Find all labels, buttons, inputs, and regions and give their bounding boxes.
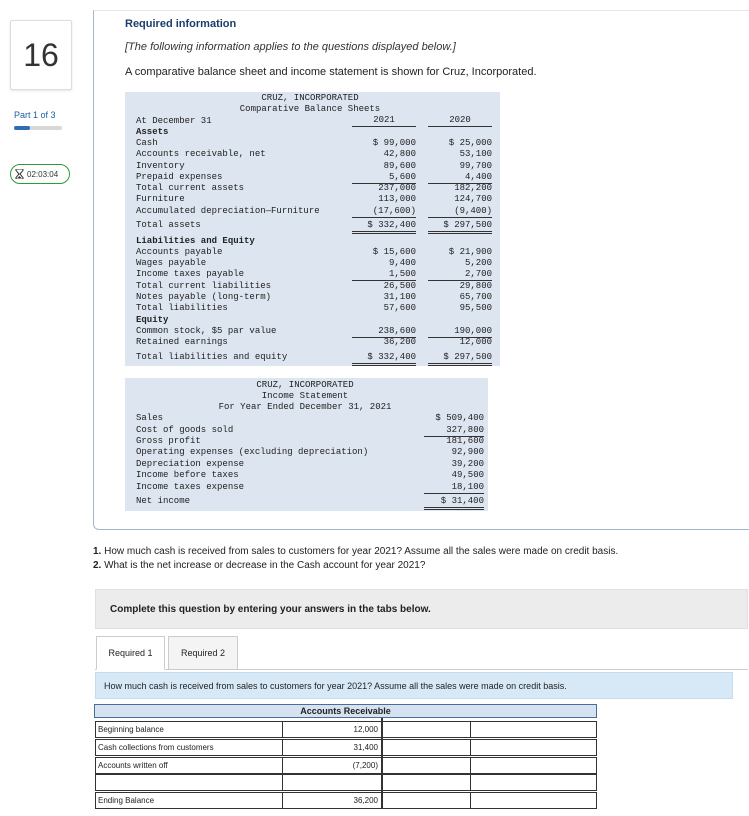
bs-row-label: Assets [136, 127, 169, 137]
bs-row-2020: 5,200 [464, 258, 492, 268]
tab-required-2-label: Required 2 [180, 648, 226, 658]
t-account-label: Cash collections from customers [95, 739, 283, 756]
bs-row-2021: (17,600) [352, 206, 416, 218]
bs-row-2021: 89,600 [383, 161, 416, 171]
tab-required-1-label: Required 1 [108, 648, 153, 658]
bs-row-label: Total current liabilities [136, 281, 272, 291]
bs-row-2021: 237,000 [378, 183, 416, 193]
question-number-box [10, 20, 72, 90]
is-company: CRUZ, INCORPORATED [256, 380, 354, 390]
is-row-value: 327,800 [424, 425, 484, 437]
question-1 [93, 545, 618, 559]
timer-text: 02:03:04 [27, 169, 59, 179]
bs-row-label: Common stock, $5 par value [136, 326, 277, 336]
tab-required-1[interactable] [96, 636, 165, 670]
question-1-num: 1. [93, 546, 102, 557]
bs-row-label: Wages payable [136, 258, 207, 268]
tab-required-2[interactable] [168, 636, 238, 670]
question-1-text: How much cash is received from sales to customers for year 2021? Assume all the sales were made on credit basis. [101, 546, 619, 557]
t-account-credit-box[interactable] [381, 792, 471, 809]
is-row-value: 39,200 [451, 459, 484, 469]
t-account-label: Accounts written off [95, 757, 283, 774]
bs-row-label: Furniture [136, 194, 185, 204]
bs-row-2021: 36,200 [383, 337, 416, 347]
t-account-label: Ending Balance [95, 792, 283, 809]
t-account-value[interactable]: 12,000 [283, 721, 381, 738]
part-current: 1 [33, 110, 39, 120]
t-account-divider [381, 718, 383, 808]
prompt-text: How much cash is received from sales to customers for year 2021? Assume all the sales were made on credit basis. [95, 672, 733, 699]
is-row-value: 181,600 [446, 436, 484, 446]
t-account-credit-box[interactable] [381, 757, 471, 774]
t-account-credit-box[interactable] [381, 774, 471, 791]
bs-row-2020: 53,100 [459, 149, 492, 159]
t-account-credit-box[interactable] [381, 721, 471, 738]
bs-row-2020: $ 297,500 [428, 220, 492, 234]
bs-row-2021: 1,500 [352, 269, 416, 281]
bs-row-2020: 190,000 [428, 326, 492, 338]
is-title: Income Statement [261, 391, 349, 401]
is-row-value: $ 509,400 [435, 413, 484, 423]
t-account-label: Beginning balance [95, 721, 283, 738]
bs-row-2020: 29,800 [459, 281, 492, 291]
bs-row-label: Accounts payable [136, 247, 223, 257]
bs-row-label: Total liabilities and equity [136, 352, 288, 362]
bs-row-2020: 4,400 [428, 172, 492, 184]
bs-date-label: At December 31 [136, 116, 212, 126]
is-row-label: Net income [136, 496, 191, 506]
t-account-credit-box[interactable] [381, 739, 471, 756]
bs-row-2020: 65,700 [459, 292, 492, 302]
is-period: For Year Ended December 31, 2021 [218, 402, 392, 412]
bs-row-2020: 95,500 [459, 303, 492, 313]
bs-row-2020: $ 21,900 [448, 247, 492, 257]
questions [93, 545, 618, 573]
t-account-value[interactable] [283, 774, 381, 791]
is-row-value: 92,900 [451, 447, 484, 457]
question-2-num: 2. [93, 560, 102, 571]
is-row-label: Operating expenses (excluding depreciation) [136, 447, 369, 457]
bs-row-label: Accumulated depreciation—Furniture [136, 206, 320, 216]
complete-banner: Complete this question by entering your answers in the tabs below. [95, 589, 748, 629]
t-account-title: Accounts Receivable [94, 704, 597, 718]
bs-row-2020: 2,700 [428, 269, 492, 281]
hourglass-icon [15, 169, 24, 179]
bs-title: Comparative Balance Sheets [239, 104, 381, 114]
is-row-label: Income taxes expense [136, 482, 245, 492]
required-info-title: Required information [125, 18, 237, 30]
question-2-text: What is the net increase or decrease in the Cash account for year 2021? [101, 560, 426, 571]
bs-row-label: Cash [136, 138, 158, 148]
bs-row-2021: $ 99,000 [372, 138, 416, 148]
bs-company: CRUZ, INCORPORATED [261, 93, 359, 103]
bs-row-2021: 31,100 [383, 292, 416, 302]
part-progress-fill [14, 126, 30, 130]
is-row-label: Sales [136, 413, 164, 423]
is-row-value: 18,100 [424, 482, 484, 494]
part-progress-bar [14, 126, 62, 130]
is-row-value: $ 31,400 [424, 496, 484, 510]
bs-row-2020: 12,000 [459, 337, 492, 347]
bs-row-2020: (9,400) [428, 206, 492, 218]
timer[interactable] [10, 164, 70, 184]
part-indicator [14, 110, 56, 120]
bs-row-2021: 113,000 [378, 194, 416, 204]
bs-year-2021: 2021 [352, 115, 416, 127]
bs-row-2021: 5,600 [352, 172, 416, 184]
bs-row-2020: 99,700 [459, 161, 492, 171]
t-account-value[interactable]: 31,400 [283, 739, 381, 756]
bs-row-2020: 182,200 [454, 183, 492, 193]
is-row-label: Gross profit [136, 436, 201, 446]
bs-year-2020: 2020 [428, 115, 492, 127]
is-row-label: Cost of goods sold [136, 425, 234, 435]
applies-note: [The following information applies to the questions displayed below.] [125, 41, 456, 53]
question-2 [93, 559, 618, 573]
bs-row-label: Prepaid expenses [136, 172, 223, 182]
is-row-label: Depreciation expense [136, 459, 245, 469]
bs-row-2021: 57,600 [383, 303, 416, 313]
is-row-label: Income before taxes [136, 470, 239, 480]
bs-row-2020: 124,700 [454, 194, 492, 204]
t-account [94, 704, 597, 808]
bs-row-2021: $ 332,400 [352, 352, 416, 366]
bs-row-label: Notes payable (long-term) [136, 292, 272, 302]
question-number: 16 [23, 36, 59, 73]
bs-row-2021: 26,500 [383, 281, 416, 291]
bs-row-2021: $ 332,400 [352, 220, 416, 234]
t-account-label [95, 774, 283, 791]
bs-row-2020: $ 297,500 [428, 352, 492, 366]
bs-row-2020: $ 25,000 [448, 138, 492, 148]
bs-row-2021: 42,800 [383, 149, 416, 159]
bs-row-label: Accounts receivable, net [136, 149, 266, 159]
t-account-value[interactable]: (7,200) [283, 757, 381, 774]
bs-row-2021: 238,600 [352, 326, 416, 338]
tab-divider [95, 669, 748, 670]
bs-row-label: Inventory [136, 161, 185, 171]
bs-row-label: Total liabilities [136, 303, 228, 313]
part-label-prefix: Part [14, 110, 34, 120]
bs-row-label: Total current assets [136, 183, 245, 193]
bs-row-label: Liabilities and Equity [136, 236, 255, 246]
part-of: of 3 [38, 110, 56, 120]
t-account-value[interactable]: 36,200 [283, 792, 381, 809]
is-row-value: 49,500 [451, 470, 484, 480]
bs-row-label: Retained earnings [136, 337, 228, 347]
bs-row-2021: 9,400 [388, 258, 416, 268]
bs-row-label: Total assets [136, 220, 201, 230]
active-tab-gap [96, 668, 165, 670]
intro-text: A comparative balance sheet and income statement is shown for Cruz, Incorporated. [125, 66, 537, 78]
bs-row-2021: $ 15,600 [372, 247, 416, 257]
bs-row-label: Income taxes payable [136, 269, 245, 279]
bs-row-label: Equity [136, 315, 169, 325]
